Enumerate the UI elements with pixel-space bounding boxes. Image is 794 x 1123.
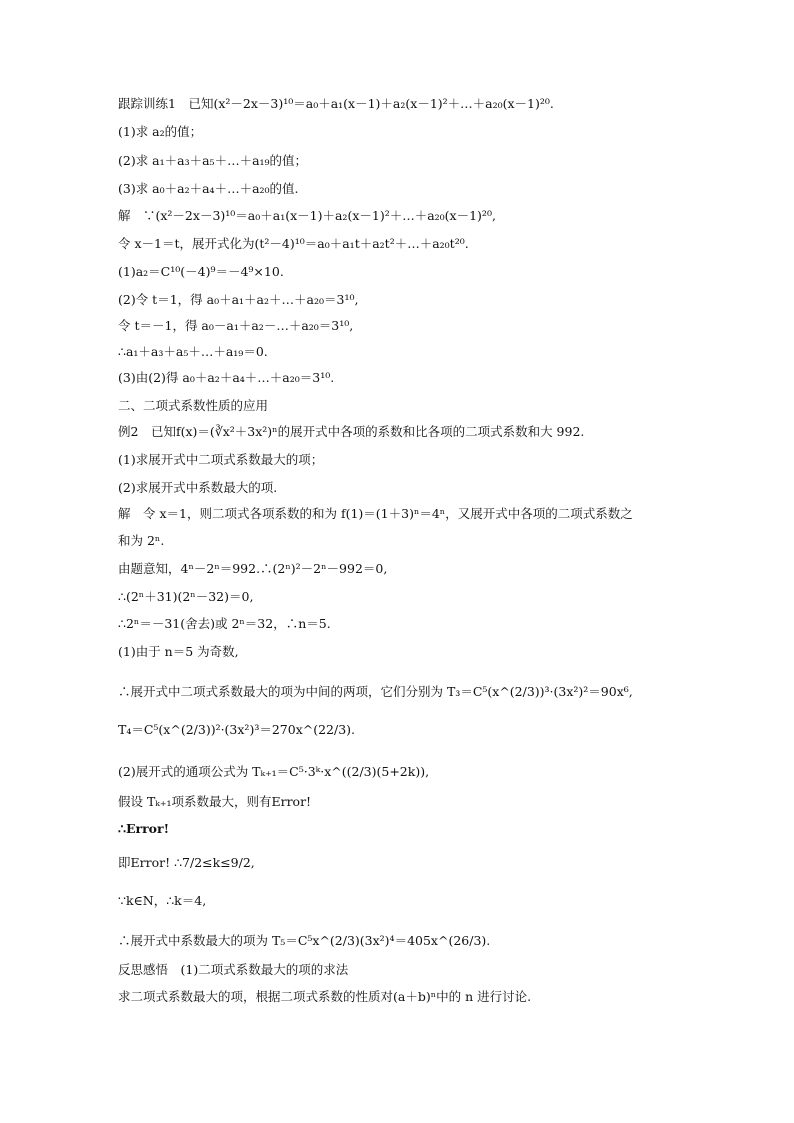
solution-line: ∴Error!	[118, 821, 170, 836]
solution-line: (2)令 t＝1，得 a₀＋a₁＋a₂＋…＋a₂₀＝3¹⁰,	[118, 292, 359, 307]
solution-line: 令 t＝－1，得 a₀－a₁＋a₂－…＋a₂₀＝3¹⁰,	[118, 318, 354, 333]
solution-line: ∴a₁＋a₃＋a₅＋…＋a₁₉＝0.	[118, 344, 268, 359]
solution-line: (3)由(2)得 a₀＋a₂＋a₄＋…＋a₂₀＝3¹⁰.	[118, 370, 335, 385]
question-1: (1)求 a₂的值；	[118, 124, 203, 139]
question-3: (3)求 a₀＋a₂＋a₄＋…＋a₂₀的值.	[118, 181, 299, 196]
solution-line: ∴展开式中系数最大的项为 T₅＝C⁵x^(2/3)(3x²)⁴＝405x^(26/3).	[118, 933, 491, 948]
solution-line: 令 x－1＝t，展开式化为(t²－4)¹⁰＝a₀＋a₁t＋a₂t²＋…＋a₂₀t²⁰.	[118, 236, 469, 251]
solution-line: ∵k∈N，∴k＝4,	[118, 893, 207, 908]
solution-line: 解 令 x＝1，则二项式各项系数的和为 f(1)＝(1＋3)ⁿ＝4ⁿ，又展开式中各项的二项式系数之	[118, 506, 633, 521]
question-1: (1)求展开式中二项式系数最大的项；	[118, 452, 324, 467]
solution-line: ∴展开式中二项式系数最大的项为中间的两项，它们分别为 T₃＝C⁵(x^(2/3))³·(3x²)²＝90x⁶,	[118, 684, 633, 699]
solution-line: ∴(2ⁿ＋31)(2ⁿ－32)＝0,	[118, 589, 254, 604]
solution-line: 和为 2ⁿ.	[118, 533, 165, 548]
section-heading: 二、二项式系数性质的应用	[118, 398, 269, 413]
solution-line: (2)展开式的通项公式为 Tₖ₊₁＝C⁵·3ᵏ·x^((2/3)(5+2k)),	[118, 764, 430, 779]
solution-line: ∴2ⁿ＝－31(舍去)或 2ⁿ＝32，∴n＝5.	[118, 616, 331, 631]
exercise-title: 跟踪训练1 已知(x²－2x－3)¹⁰＝a₀＋a₁(x－1)＋a₂(x－1)²＋…＋a₂₀(x－1)²⁰.	[118, 96, 554, 111]
solution-line: 即Error! ∴7/2≤k≤9/2,	[118, 855, 255, 870]
solution-line: (1)a₂＝C¹⁰(－4)⁹＝－4⁹×10.	[118, 264, 284, 279]
solution-line: 假设 Tₖ₊₁项系数最大，则有Error!	[118, 794, 312, 809]
question-2: (2)求展开式中系数最大的项.	[118, 480, 278, 495]
question-2: (2)求 a₁＋a₃＋a₅＋…＋a₁₉的值；	[118, 153, 308, 168]
example-title: 例2 已知f(x)＝(∛x²＋3x²)ⁿ的展开式中各项的系数和比各项的二项式系数和大 992.	[118, 424, 585, 439]
reflection-heading: 反思感悟 (1)二项式系数最大的项的求法	[118, 962, 349, 977]
solution-line: 由题意知，4ⁿ－2ⁿ＝992.∴(2ⁿ)²－2ⁿ－992＝0,	[118, 561, 388, 576]
solution-line: 解 ∵(x²－2x－3)¹⁰＝a₀＋a₁(x－1)＋a₂(x－1)²＋…＋a₂₀(x－1)²⁰,	[118, 208, 496, 223]
solution-line: T₄＝C⁵(x^(2/3))²·(3x²)³＝270x^(22/3).	[118, 722, 356, 737]
solution-line: (1)由于 n＝5 为奇数,	[118, 644, 239, 659]
reflection-text: 求二项式系数最大的项，根据二项式系数的性质对(a＋b)ⁿ中的 n 进行讨论.	[118, 989, 532, 1004]
